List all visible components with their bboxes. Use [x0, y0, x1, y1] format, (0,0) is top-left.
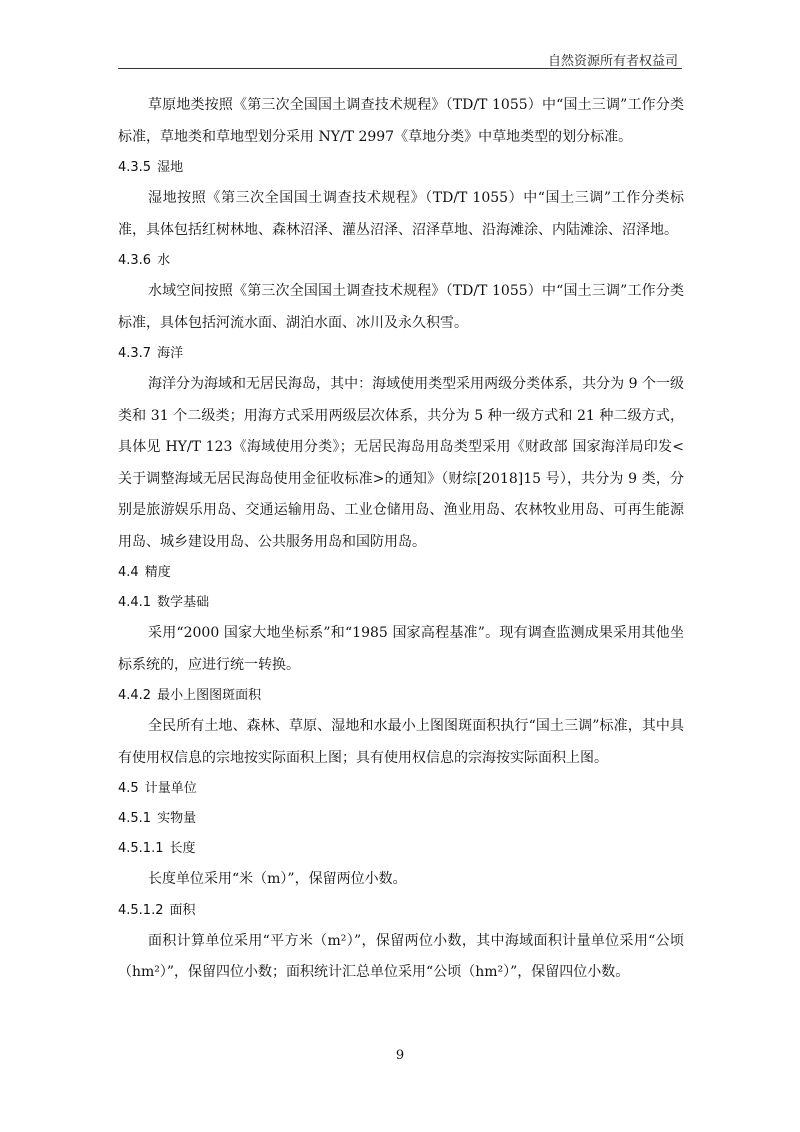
- running-header: 自然资源所有者权益司: [547, 54, 678, 69]
- heading-number: 4.4.1: [118, 595, 152, 610]
- heading-number: 4.5.1: [118, 811, 152, 826]
- heading-title: 数学基础: [157, 595, 210, 610]
- heading-number: 4.5: [118, 781, 139, 796]
- heading-4-4-1: [118, 588, 684, 618]
- paragraph-length-unit: 长度单位采用“米（m）”，保留两位小数。: [148, 871, 407, 887]
- heading-4-4: [118, 558, 684, 588]
- paragraph-min-patch-area: 全民所有土地、森林、草原、湿地和水最小上图图斑面积执行“国土三调”标准，其中具有使用权信息的宗地按实际面积上图；具有使用权信息的宗海按实际面积上图。: [118, 718, 684, 766]
- heading-title: 海洋: [157, 346, 184, 361]
- heading-title: 长度: [169, 841, 196, 856]
- paragraph-area-unit: 面积计算单位采用“平方米（m²）”，保留两位小数，其中海域面积计量单位采用“公顷（hm²）”，保留四位小数；面积统计汇总单位采用“公顷（hm²）”，保留四位小数。: [118, 932, 684, 980]
- paragraph-grassland-standard: 草原地类按照《第三次全国国土调查技术规程》（TD/T 1055）中“国土三调”工作分类标准，草地类和草地型划分采用 NY/T 2997《草地分类》中草地类型的划分标准。: [118, 97, 684, 145]
- paragraph-ocean: 海洋分为海域和无居民海岛，其中：海域使用类型采用两级分类体系，共分为 9 个一级类和 31 个二级类；用海方式采用两级层次体系，共分为 5 种一级方式和 21 种二级方式，具体见 HY/T 123《海域使用分类》；无居民海岛用岛类型采用《财政部 国家海洋局印发<关于调整海域无居民海岛使用金征收标准>的通知》（财综[2018]15 号），共分为 9 类，分别是旅游娱乐用岛、交通运输用岛、工业仓储用岛、渔业用岛、农林牧业用岛、可再生能源用岛、城乡建设用岛、公共服务用岛和国防用岛。: [118, 376, 684, 550]
- heading-title: 计量单位: [144, 781, 197, 796]
- paragraph-water: 水域空间按照《第三次全国国土调查技术规程》（TD/T 1055）中“国土三调”工作分类标准，具体包括河流水面、湖泊水面、冰川及永久积雪。: [118, 283, 684, 331]
- heading-title: 面积: [169, 902, 196, 918]
- heading-number: 4.3.6: [118, 253, 152, 268]
- heading-number: 4.3.7: [118, 346, 152, 361]
- heading-number: 4.3.5: [118, 160, 152, 175]
- heading-title: 水: [157, 253, 171, 268]
- heading-title: 最小上图图斑面积: [157, 688, 262, 703]
- heading-number: 4.5.1.1: [118, 841, 164, 856]
- paragraph-wetland: 湿地按照《第三次全国国土调查技术规程》（TD/T 1055）中“国土三调”工作分类标准，具体包括红树林地、森林沼泽、灌丛沼泽、沼泽草地、沿海滩涂、内陆滩涂、沼泽地。: [118, 190, 684, 238]
- heading-4-5-1-2: [118, 896, 684, 926]
- page-number: 9: [395, 1048, 405, 1063]
- heading-number: 4.4.2: [118, 688, 152, 703]
- heading-title: 实物量: [157, 811, 197, 826]
- heading-title: 湿地: [157, 160, 184, 175]
- heading-4-5: [118, 774, 684, 804]
- heading-4-5-1: [118, 804, 684, 834]
- heading-4-5-1-1: [118, 834, 684, 864]
- heading-number: 4.4: [118, 565, 139, 580]
- header-rule: [118, 68, 682, 69]
- paragraph-coordinate-system: 采用“2000 国家大地坐标系”和“1985 国家高程基准”。现有调查监测成果采用其他坐标系统的，应进行统一转换。: [118, 625, 684, 673]
- document-body: [118, 90, 684, 989]
- heading-4-3-7: [118, 339, 684, 369]
- heading-title: 精度: [144, 565, 171, 580]
- heading-number: 4.5.1.2: [118, 902, 164, 918]
- heading-4-4-2: [118, 681, 684, 711]
- heading-4-3-6: [118, 246, 684, 276]
- heading-4-3-5: [118, 153, 684, 183]
